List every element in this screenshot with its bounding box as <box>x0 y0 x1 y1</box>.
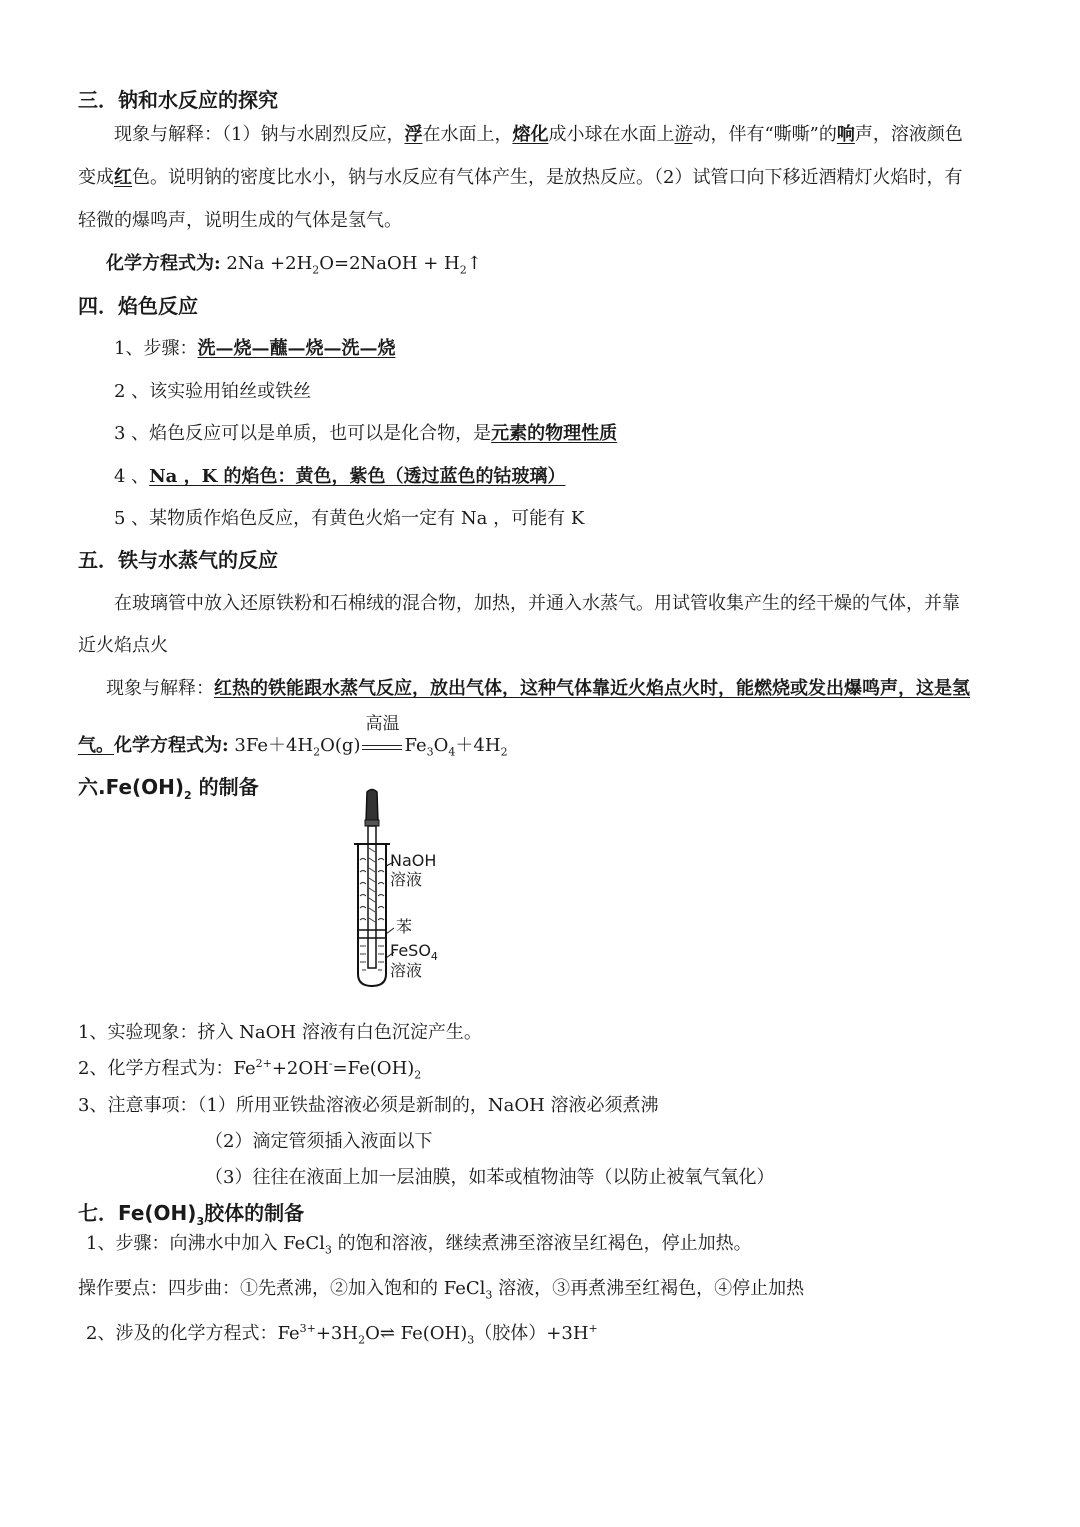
s3-equation-label: 化学方程式为: <box>106 253 221 274</box>
s3-text: 成小球在水面上 <box>548 124 675 145</box>
s6-title-part: 的制备 <box>191 775 259 799</box>
s3-keyword-sound: 响 <box>836 124 855 145</box>
s5-paragraph-line-1: 在玻璃管中放入还原铁粉和石棉绒的混合物，加热，并通入水蒸气。用试管收集产生的经干燥的气体，并靠 <box>114 593 960 614</box>
s5-explanation: 红热的铁能跟水蒸气反应，放出气体，这种气体靠近火焰点火时，能燃烧或发出爆鸣声，这是氢 <box>214 678 970 699</box>
s7-operation-points <box>78 1277 804 1301</box>
s4-item-4-label: 4 、 <box>114 466 150 487</box>
s5-explanation-end: 气。 <box>78 735 114 756</box>
s3-eq-part: 2Na +2H <box>220 253 313 274</box>
section-7-title <box>78 1201 305 1228</box>
s7-text: 的饱和溶液，继续煮沸至溶液呈红褐色，停止加热。 <box>331 1233 752 1254</box>
s3-keyword-red: 红 <box>114 167 132 188</box>
s5-equation <box>78 714 508 759</box>
s5-eq-sub: 2 <box>500 745 508 759</box>
s6-eq-sup: 2+ <box>255 1057 272 1070</box>
s7-eq-part: O⇌ Fe(OH) <box>365 1323 468 1344</box>
s7-title-sub: 3 <box>196 1215 205 1228</box>
s4-item-5: 5 、某物质作焰色反应，有黄色火焰一定有 Na ，可能有 K <box>114 508 585 529</box>
s5-paragraph-line-2: 近火焰点火 <box>78 635 168 656</box>
s6-item-3-note-2: （2）滴定管须插入液面以下 <box>205 1131 433 1152</box>
s3-eq-sub: 2 <box>312 263 320 277</box>
s7-sub: 3 <box>485 1288 493 1302</box>
s3-eq-part: ↑ <box>466 253 482 274</box>
test-tube-diagram <box>340 788 450 997</box>
figure-label-naoh: NaOH <box>390 851 437 870</box>
s4-item-3 <box>114 422 617 446</box>
s7-text: 1、步骤：向沸水中加入 FeCl <box>86 1233 325 1254</box>
s4-item-4-keyword: Na ，K 的焰色：黄色，紫色（透过蓝色的钴玻璃） <box>149 466 566 487</box>
s7-sub: 3 <box>324 1243 332 1257</box>
figure-label-feso4-text: FeSO <box>390 941 431 960</box>
s6-item-2 <box>78 1057 421 1081</box>
s7-item-1 <box>86 1232 752 1256</box>
s7-item-2 <box>86 1322 598 1346</box>
s4-item-1 <box>114 337 395 361</box>
s3-text: 声，溶液颜色 <box>854 124 963 145</box>
s3-eq-part: O=2NaOH + H <box>319 253 460 274</box>
s4-item-1-label: 1、步骤： <box>114 338 198 359</box>
section-3-title: 三．钠和水反应的探究 <box>78 88 278 112</box>
s7-text: 操作要点：四步曲：①先煮沸，②加入饱和的 FeCl <box>78 1278 486 1299</box>
s5-reaction-condition: 高温 <box>365 714 400 734</box>
s4-item-3-text: 3 、焰色反应可以是单质，也可以是化合物，是 <box>114 423 492 444</box>
s5-label: 现象与解释： <box>106 678 214 699</box>
section-4-title: 四．焰色反应 <box>78 294 198 318</box>
s3-text: 色。说明钠的密度比水小，钠与水反应有气体产生，是放热反应。（2）试管口向下移近酒精灯火焰时，有 <box>132 167 963 188</box>
s4-item-4 <box>114 465 565 489</box>
figure-label-feso4-sub: 4 <box>430 950 438 964</box>
s3-text: 在水面上， <box>422 124 513 145</box>
s3-text: 变成 <box>78 167 114 188</box>
s7-text: 溶液，③再煮沸至红褐色，④停止加热 <box>492 1278 805 1299</box>
s5-eq-part: O(g) <box>320 735 361 756</box>
s5-eq-part: ＋4H <box>455 735 501 756</box>
s6-item-1: 1、实验现象：挤入 NaOH 溶液有白色沉淀产生。 <box>78 1022 482 1043</box>
s7-eq-sup: + <box>588 1322 598 1335</box>
s5-equation-label: 化学方程式为: <box>114 735 229 756</box>
s7-eq-part: +3H <box>315 1323 359 1344</box>
section-5-title: 五．铁与水蒸气的反应 <box>78 548 278 572</box>
s6-eq-sup: - <box>328 1057 333 1070</box>
s6-item-3: 3、注意事项：（1）所用亚铁盐溶液必须是新制的，NaOH 溶液必须煮沸 <box>78 1095 659 1116</box>
s3-keyword-float: 浮 <box>404 124 423 145</box>
s5-paragraph-line-3 <box>106 677 970 701</box>
s7-eq-part: 2、涉及的化学方程式：Fe <box>86 1323 300 1344</box>
s7-eq-sub: 2 <box>358 1333 366 1347</box>
s3-paragraph-line-2 <box>78 166 962 190</box>
s6-title-part: 六.Fe(OH) <box>78 775 185 799</box>
section-6-title <box>78 775 259 802</box>
s5-eq-sub: 2 <box>313 745 321 759</box>
s7-eq-part: （胶体）+3H <box>474 1323 589 1344</box>
s6-title-sub: 2 <box>184 789 192 802</box>
s4-item-2: 2 、该实验用铂丝或铁丝 <box>114 381 312 402</box>
s7-eq-sup: 3+ <box>299 1322 316 1335</box>
s7-title-part: 七．Fe(OH) <box>78 1201 197 1225</box>
s3-equation <box>106 252 482 276</box>
s3-paragraph-line-1 <box>114 123 963 147</box>
s3-keyword-melt: 熔化 <box>512 124 549 145</box>
s7-eq-sub: 3 <box>467 1333 475 1347</box>
s7-title-part: 胶体的制备 <box>204 1201 305 1225</box>
s5-eq-part: O <box>433 735 449 756</box>
s3-text: 动，伴有“嘶嘶”的 <box>692 124 837 145</box>
s3-keyword-swim: 游 <box>674 124 693 145</box>
s5-reaction-arrow <box>360 714 404 758</box>
figure-label-feso4-solution: 溶液 <box>390 961 423 980</box>
s6-eq-part: 2、化学方程式为：Fe <box>78 1058 256 1079</box>
s5-eq-part: 3Fe＋4H <box>228 735 314 756</box>
s6-eq-part: +2OH <box>271 1058 329 1079</box>
s4-item-3-keyword: 元素的物理性质 <box>491 423 618 444</box>
s5-eq-sub: 4 <box>448 745 456 759</box>
s3-paragraph-line-3: 轻微的爆鸣声，说明生成的气体是氢气。 <box>78 210 402 231</box>
figure-label-feso4 <box>390 941 438 964</box>
s3-text: 现象与解释：（1）钠与水剧烈反应， <box>114 124 405 145</box>
s6-eq-sub: 2 <box>414 1068 422 1082</box>
s5-eq-sub: 3 <box>426 745 434 759</box>
s4-item-1-steps: 洗—烧—蘸—烧—洗—烧 <box>197 338 396 359</box>
s5-eq-part: Fe <box>404 735 427 756</box>
s3-eq-sub: 2 <box>459 263 467 277</box>
s6-eq-part: =Fe(OH) <box>332 1058 415 1079</box>
figure-label-benzene: 苯 <box>396 917 413 936</box>
figure-label-naoh-solution: 溶液 <box>390 870 423 889</box>
s6-item-3-note-3: （3）往往在液面上加一层油膜，如苯或植物油等（以防止被氧气氧化） <box>205 1167 775 1188</box>
